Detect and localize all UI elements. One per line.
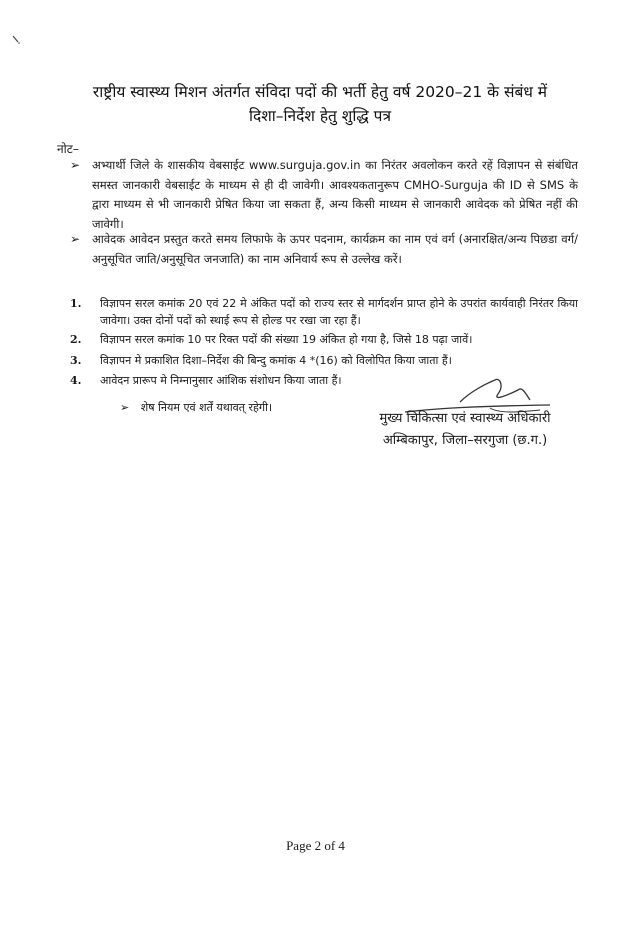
item-number: 4. xyxy=(70,374,82,387)
note-bullet xyxy=(72,230,578,269)
item-text: विज्ञापन सरल कमांक 10 पर रिक्त पदों की संख्या 19 अंकित हो गया है, जिसे 18 पढ़ा जावें। xyxy=(100,333,473,346)
item-text: आवेदन प्रारूप मे निम्नानुसार आंशिक संशोधन किया जाता हैं। xyxy=(100,374,342,387)
signature-block xyxy=(340,408,590,452)
scan-mark xyxy=(12,34,26,46)
note-bullet-text: अभ्यार्थी जिले के शासकीय वेबसाईट www.surguja.gov.in का निरंतर अवलोकन करते रहें विज्ञापन से संबंधित समस्त जानकारी वेबसाईट के माध्यम से ही दी जावेगी। आवश्यकतानुरूप CMHO-Surguja की ID से SMS के द्वारा माध्यम से भी जानकारी प्रेषित किया जा सकता हैं, अन्य किसी माध्यम से जानकारी आवेदक को प्रेषित नहीं की जावेगी। xyxy=(92,158,578,231)
arrowhead-bullet-icon: ➢ xyxy=(70,158,81,172)
item-number: 2. xyxy=(70,333,82,346)
rest-note xyxy=(120,400,272,415)
signatory-designation: मुख्य चिकित्सा एवं स्वास्थ्य अधिकारी xyxy=(379,411,551,426)
note-bullet xyxy=(72,156,578,234)
item-number: 3. xyxy=(70,354,82,367)
item-text: विज्ञापन मे प्रकाशित दिशा–निर्देश की बिन्दु कमांक 4 *(16) को विलोपित किया जाता हैं। xyxy=(100,354,452,367)
title-line-1: राष्ट्रीय स्वास्थ्य मिशन अंतर्गत संविदा पदों की भर्ती हेतु वर्ष 2020–21 के संबंध में xyxy=(92,83,548,101)
numbered-item xyxy=(70,352,578,369)
note-bullet-text: आवेदक आवेदन प्रस्तुत करते समय लिफाफे के ऊपर पदनाम, कार्यक्रम का नाम एवं वर्ग (अनारक्षित/अन्य पिछडा वर्ग/अनुसूचित जाति/अनुसूचित जनजाति) का नाम अनिवार्य रूप से उल्लेख करें। xyxy=(92,232,578,266)
item-number: 1. xyxy=(70,297,82,310)
title-line-2: दिशा–निर्देश हेतु शुद्धि पत्र xyxy=(248,107,392,125)
numbered-item xyxy=(70,295,578,329)
document-title xyxy=(30,80,610,128)
note-label: नोट– xyxy=(57,142,79,156)
numbered-item xyxy=(70,331,578,348)
rest-note-text: शेष नियम एवं शर्तें यथावत् रहेगी। xyxy=(140,401,273,414)
arrowhead-bullet-icon: ➢ xyxy=(120,401,130,414)
signatory-location: अम्बिकापुर, जिला–सरगुजा (छ.ग.) xyxy=(382,433,548,448)
page-number: Page 2 of 4 xyxy=(286,838,345,853)
item-text: विज्ञापन सरल कमांक 20 एवं 22 मे अंकित पदों को राज्य स्तर से मार्गदर्शन प्राप्त होने के उपरांत कार्यवाही निरंतर किया जावेगा। उक्त दोनों पदों को स्थाई रूप से होल्ड पर रखा जा रहा हैं। xyxy=(100,297,578,327)
arrowhead-bullet-icon: ➢ xyxy=(70,232,81,246)
